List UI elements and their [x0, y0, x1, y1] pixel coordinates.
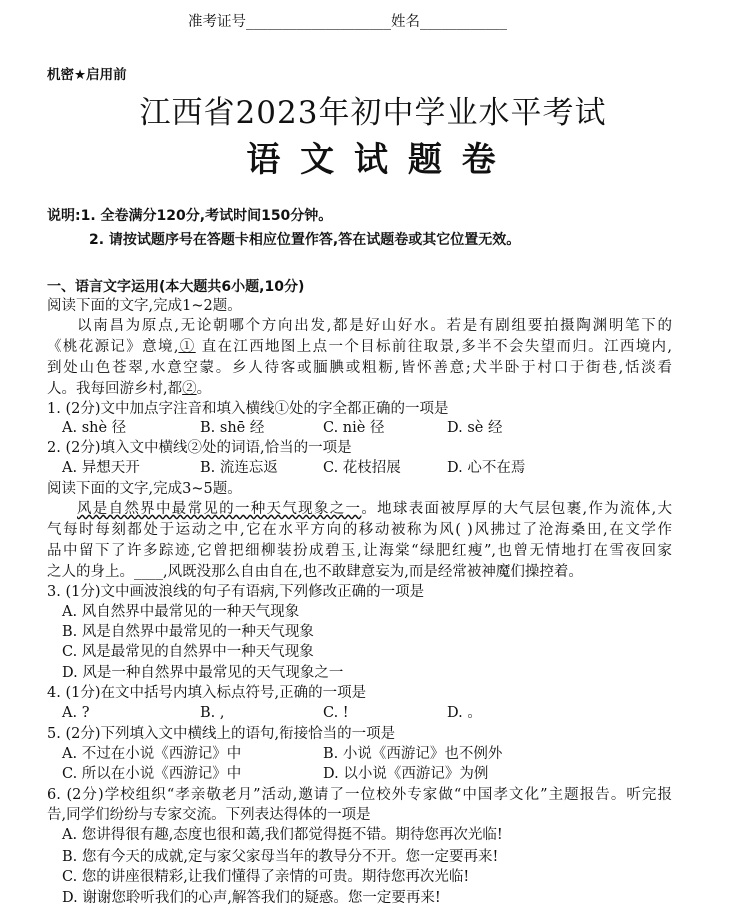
- passage1-line: 以南昌为原点,无论朝哪个方向出发,都是好山好水。若是有剧组要拍摄陶渊明笔下的: [77, 318, 672, 334]
- q3-option-d: D. 风是一种自然界中最常见的天气现象之一: [62, 665, 344, 681]
- q5-option-b: B. 小说《西游记》也不例外: [323, 746, 503, 762]
- question-1: 1. (2分)文中加点字注音和填入横线①处的字全都正确的一项是: [47, 401, 449, 417]
- q2-option-b: B. 流连忘返: [200, 460, 278, 476]
- q4-option-c: C. !: [323, 705, 349, 721]
- q6-option-a: A. 您讲得很有趣,态度也很和蔼,我们都觉得挺不错。期待您再次光临!: [62, 827, 503, 843]
- instruction-1: 说明:1. 全卷满分120分,考试时间150分钟。: [47, 208, 333, 224]
- q2-option-c: C. 花枝招展: [323, 460, 401, 476]
- q2-option-a: A. 异想天开: [62, 460, 140, 476]
- passage2-line: 品中留下了许多踪迹,它曾把细柳装扮成碧玉,让海棠“绿肥红瘦”,也曾无情地打在雪夜回家: [47, 543, 672, 559]
- passage2-line: 之人的身上。____,风既没那么自由自在,也不敢肆意妄为,而是经常被神魔们操控着。: [47, 564, 583, 580]
- passage2-line: 气每时每刻都处于运动之中,它在水平方向的移动被称为风( )风拂过了沧海桑田,在文学作: [47, 522, 672, 538]
- exam-title: 江西省2023年初中学业水平考试: [139, 95, 607, 131]
- exam-no-label: 准考证号: [188, 14, 246, 30]
- q3-option-a: A. 风自然界中最常见的一种天气现象: [62, 604, 300, 620]
- q3-option-c: C. 风是最常见的自然界中一种天气现象: [62, 644, 314, 660]
- blank-1: ①: [178, 339, 196, 355]
- q1-option-c: C. niè 径: [323, 420, 385, 436]
- passage2-line: 风是自然界中最常见的一种天气现象之一。地球表面被厚厚的大气层包裹,作为流体,大: [77, 501, 672, 517]
- instruction-2: 2. 请按试题序号在答题卡相应位置作答,答在试题卷或其它位置无效。: [89, 232, 521, 248]
- exam-no-blank: ____________________: [246, 14, 391, 30]
- reading-instruction-1: 阅读下面的文字,完成1~2题。: [47, 298, 242, 314]
- name-label: 姓名: [391, 14, 420, 30]
- question-6-cont: 告,同学们纷纷与专家交流。下列表达得体的一项是: [47, 807, 371, 823]
- confidential-label: 机密★启用前: [47, 67, 127, 83]
- header-fields: [188, 12, 507, 32]
- paper-subtitle: 语 文 试 题 卷: [246, 140, 500, 180]
- q1-option-b: B. shē 经: [200, 420, 265, 436]
- reading-instruction-2: 阅读下面的文字,完成3~5题。: [47, 481, 242, 497]
- q3-option-b: B. 风是自然界中最常见的一种天气现象: [62, 624, 314, 640]
- passage1-line: 《桃花源记》意境,① 直在江西地图上点一个目标前往取景,多半不会失望而归。江西境内,: [47, 339, 673, 355]
- q6-option-b: B. 您有今天的成就,定与家父家母当年的教导分不开。您一定要再来!: [62, 849, 499, 865]
- question-6: 6. (2分)学校组织“孝亲敬老月”活动,邀请了一位校外专家做“中国孝文化”主题报告。听完报: [47, 787, 672, 803]
- passage1-line: 到处山色苍翠,水意空蒙。乡人待客或腼腆或粗粝,皆怀善意;犬半卧于村口于街巷,恬淡看: [47, 360, 672, 376]
- question-2: 2. (2分)填入文中横线②处的词语,恰当的一项是: [47, 440, 352, 456]
- passage1-line: 人。我每回游乡村,都②。: [47, 381, 212, 397]
- q4-option-d: D. 。: [447, 705, 482, 721]
- section-heading: 一、语言文字运用(本大题共6小题,10分): [47, 279, 305, 295]
- q1-option-d: D. sè 经: [447, 420, 503, 436]
- q6-option-d: D. 谢谢您聆听我们的心声,解答我们的疑惑。您一定要再来!: [62, 890, 441, 906]
- blank-3: ____: [134, 564, 163, 580]
- q6-option-c: C. 您的讲座很精彩,让我们懂得了亲情的可贵。期待您再次光临!: [62, 869, 470, 885]
- q1-option-a: A. shè 径: [62, 420, 127, 436]
- blank-2: ②: [182, 381, 197, 397]
- name-blank: ____________: [420, 14, 507, 30]
- wavy-sentence: 风是自然界中最常见的一种天气现象之一: [77, 501, 362, 517]
- q5-option-d: D. 以小说《西游记》为例: [323, 766, 489, 782]
- question-3: 3. (1分)文中画波浪线的句子有语病,下列修改正确的一项是: [47, 584, 425, 600]
- q5-option-c: C. 所以在小说《西游记》中: [62, 766, 242, 782]
- question-4: 4. (1分)在文中括号内填入标点符号,正确的一项是: [47, 685, 367, 701]
- question-5: 5. (2分)下列填入文中横线上的语句,衔接恰当的一项是: [47, 726, 396, 742]
- q4-option-a: A. ?: [62, 705, 90, 721]
- q4-option-b: B. ,: [200, 705, 225, 721]
- q5-option-a: A. 不过在小说《西游记》中: [62, 746, 242, 762]
- q2-option-d: D. 心不在焉: [447, 460, 526, 476]
